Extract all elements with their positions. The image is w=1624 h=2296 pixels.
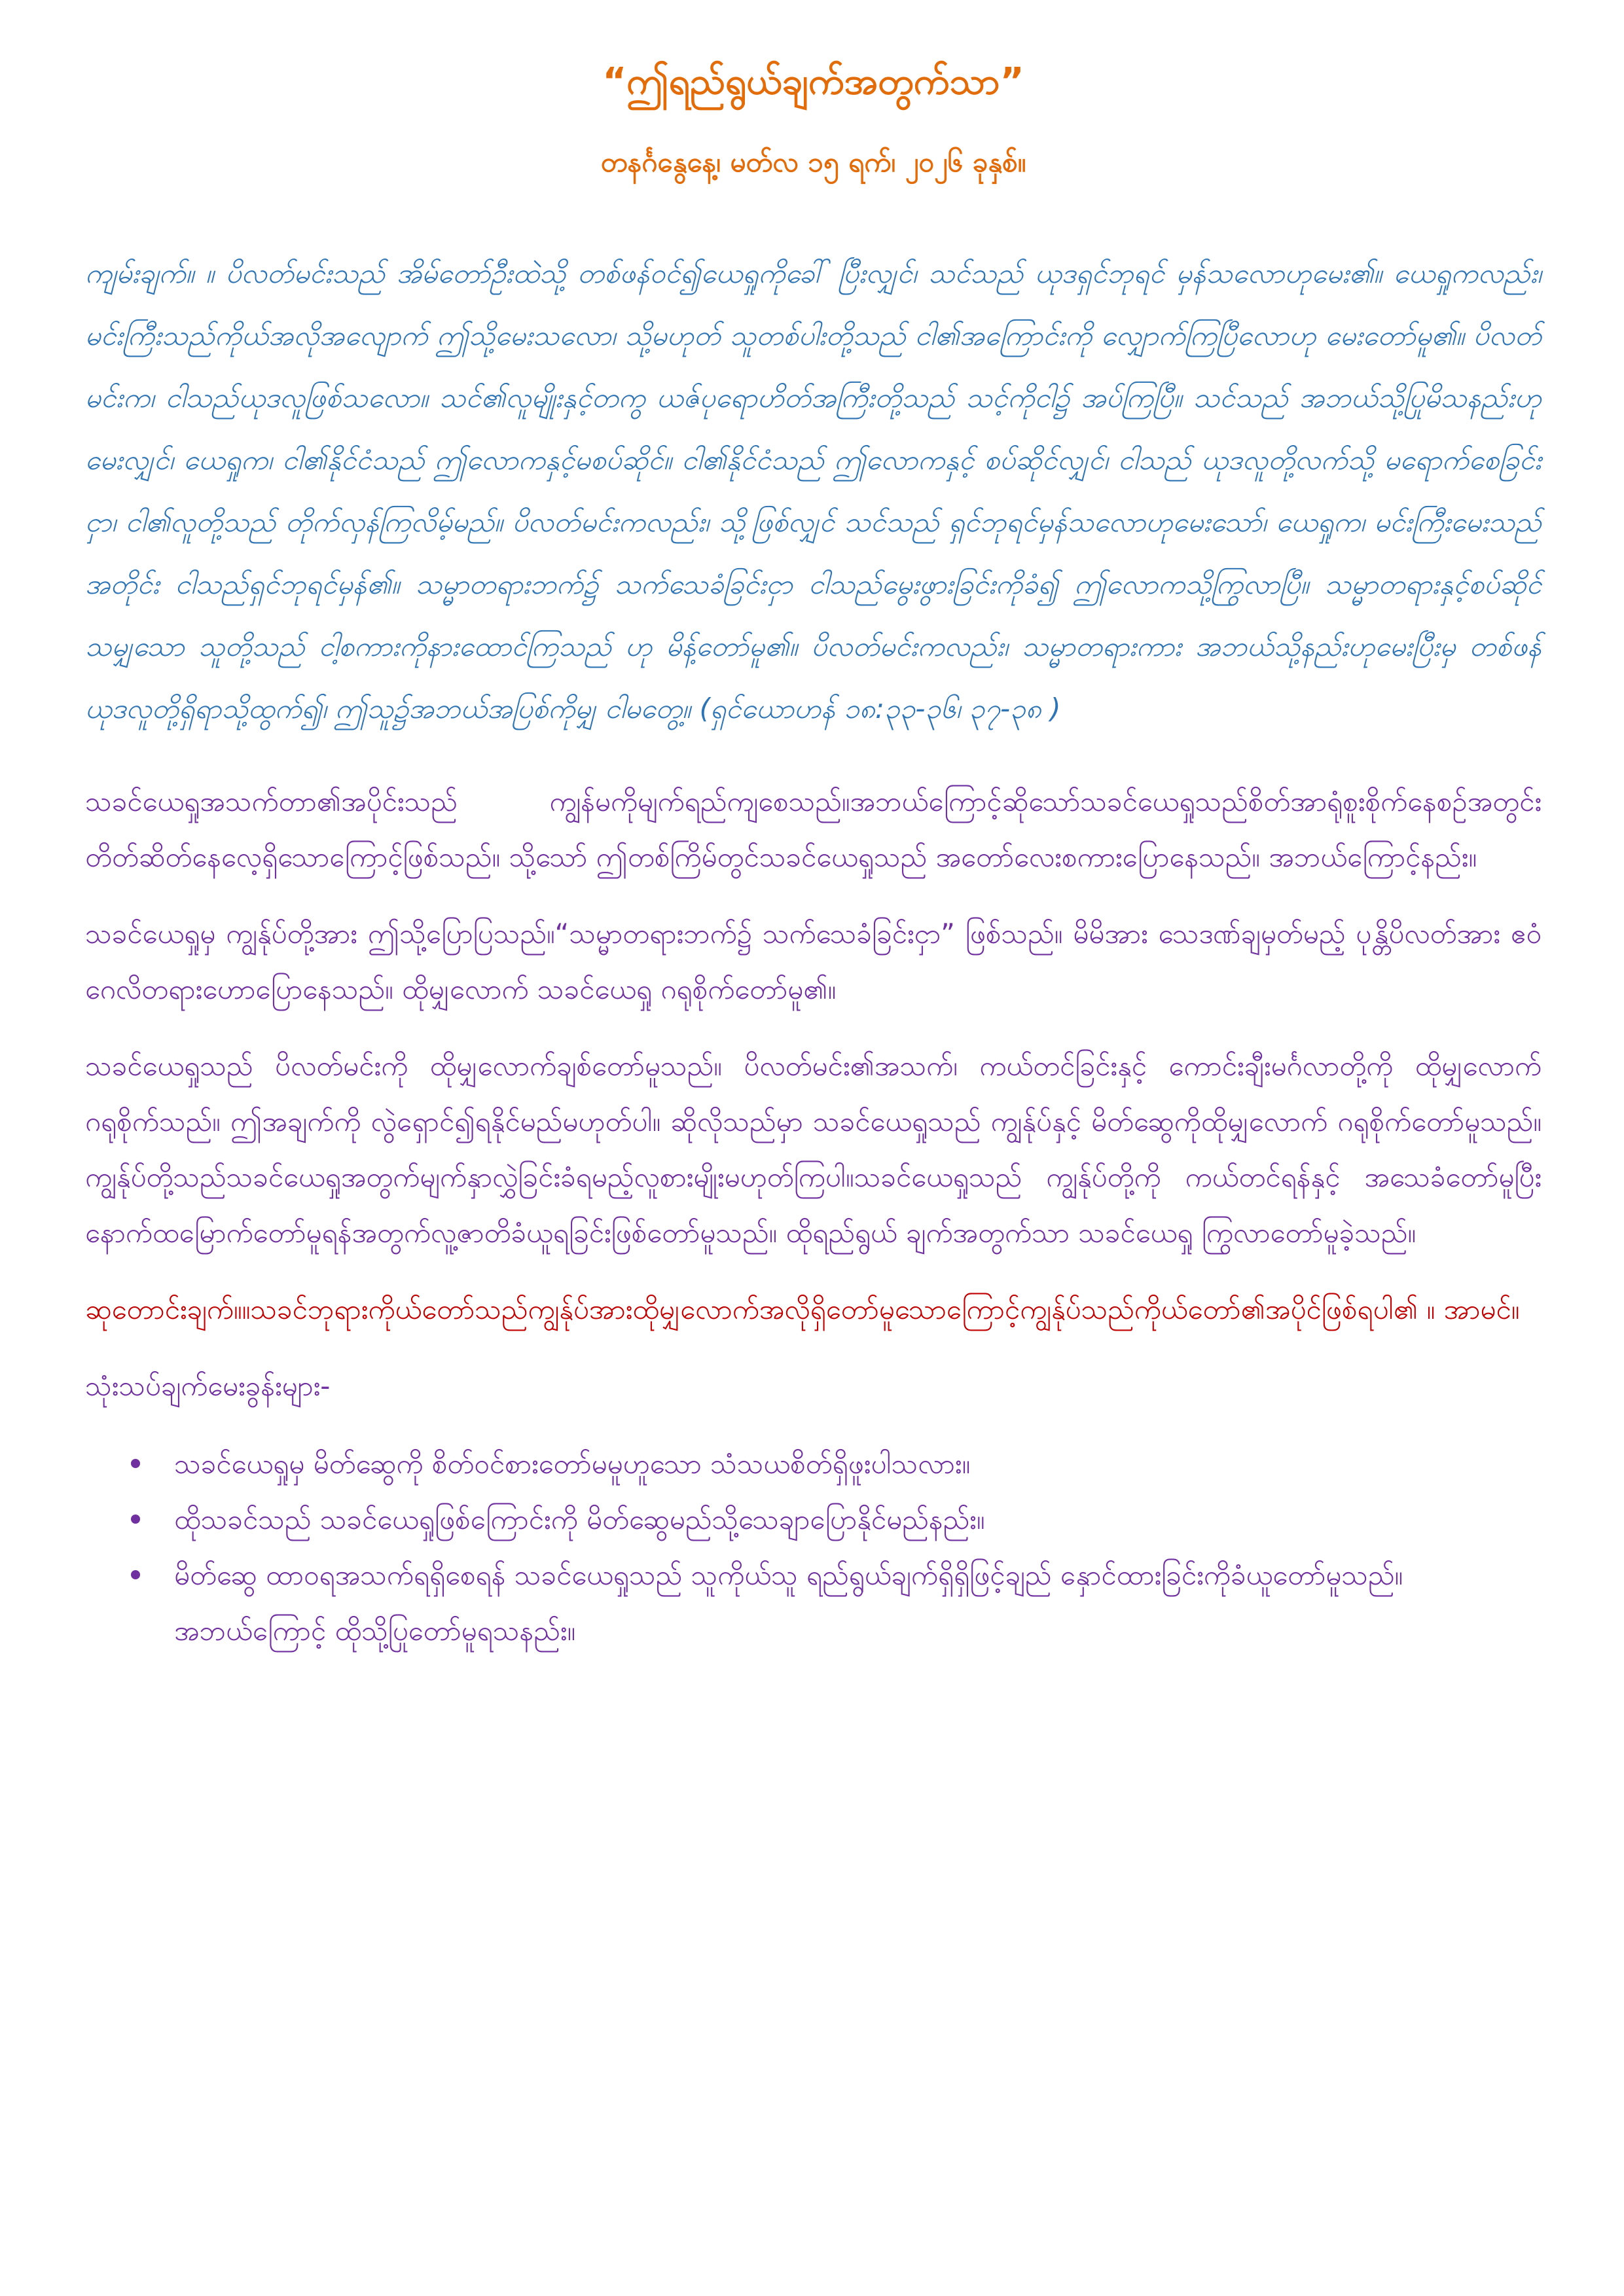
document-title: “ဤရည်ရွယ်ချက်အတွက်သာ” — [602, 60, 1024, 103]
reflection-question-3 — [85, 1547, 1542, 1659]
reflection-question-2 — [85, 1492, 1542, 1547]
reflection-question-text: မိတ်ဆွေ ထာဝရအသက်ရရှိစေရန် သခင်ယေရှုသည် သူကိုယ်သူ ရည်ရွယ်ချက်ရှိရှိဖြင့်ချည် နှောင်ထားခြင်းကိုခံယူတော်မူသည်။ အဘယ်ကြောင့် ထိုသို့ပြုတော်မူရသနည်း။ — [174, 1559, 1403, 1647]
devotional-paragraph-3: သခင်ယေရှုသည် ပိလတ်မင်းကို ထိုမျှလောက်ချစ်တော်မူသည်။ ပိလတ်မင်း၏အသက်၊ ကယ်တင်ခြင်းနှင့် ကောင်းချီးမင်္ဂလာတို့ကို ထိုမျှလောက်ဂရုစိုက်သည်။ ဤအချက်ကို လွဲရှောင်၍ရနိုင်မည်မဟုတ်ပါ။ ဆိုလိုသည်မှာ သခင်ယေရှုသည် ကျွန်ုပ်နှင့် မိတ်ဆွေကိုထိုမျှလောက် ဂရုစိုက်တော်မူသည်။ကျွန်ုပ်တို့သည်သခင်ယေရှုအတွက်မျက်နှာလွှဲခြင်းခံရမည့်လူစားမျိုးမဟုတ်ကြပါ။သခင်ယေရှုသည် ကျွန်ုပ်တို့ကို ကယ်တင်ရန်နှင့် အသေခံတော်မူပြီးနောက်ထမြောက်တော်မူရန်အတွက်လူ့ဇာတိခံယူရခြင်းဖြစ်တော်မူသည်။ ထိုရည်ရွယ် ချက်အတွက်သာ သခင်ယေရှု ကြွလာတော်မူခဲ့သည်။ — [85, 1050, 1542, 1249]
scripture-passage: ကျမ်းချက်။ ။ ပိလတ်မင်းသည် အိမ်တော်ဦးထဲသို့ တစ်ဖန်ဝင်၍ယေရှုကိုခေါ် ပြီးလျှင်၊ သင်သည် ယုဒရှင်ဘုရင် မှန်သလောဟုမေး၏။ ယေရှုကလည်း၊မင်းကြီးသည်ကိုယ်အလိုအလျောက် ဤသို့မေးသလော၊ သို့မဟုတ် သူတစ်ပါးတို့သည် ငါ၏အကြောင်းကို လျှောက်ကြပြီလောဟု မေးတော်မူ၏။ ပိလတ်မင်းက၊ ငါသည်ယုဒလူဖြစ်သလော။ သင်၏လူမျိုးနှင့်တကွ ယဇ်ပုရောဟိတ်အကြီးတို့သည် သင့်ကိုငါ၌ အပ်ကြပြီ။ သင်သည် အဘယ်သို့ပြုမိသနည်းဟု မေးလျှင်၊ ယေရှုက၊ ငါ၏နိုင်ငံသည် ဤလောကနှင့်မစပ်ဆိုင်။ ငါ၏နိုင်ငံသည် ဤလောကနှင့် စပ်ဆိုင်လျှင်၊ ငါသည် ယုဒလူတို့လက်သို့ မရောက်စေခြင်းငှာ၊ ငါ၏လူတို့သည် တိုက်လှန်ကြလိမ့်မည်။ ပိလတ်မင်းကလည်း၊ သို့ဖြစ်လျှင် သင်သည် ရှင်ဘုရင်မှန်သလောဟုမေးသော်၊ ယေရှုက၊ မင်းကြီးမေးသည်အတိုင်း ငါသည်ရှင်ဘုရင်မှန်၏။ သမ္မာတရားဘက်၌ သက်သေခံခြင်းငှာ ငါသည်မွေးဖွားခြင်းကိုခံ၍ ဤလောကသို့ကြွလာပြီ။ သမ္မာတရားနှင့်စပ်ဆိုင်သမျှသော သူတို့သည် ငါ့စကားကိုနားထောင်ကြသည် ဟု မိန့်တော်မူ၏။ ပိလတ်မင်းကလည်း၊ သမ္မာတရားကား အဘယ်သို့နည်းဟုမေးပြီးမှ တစ်ဖန်ယုဒလူတို့ရှိရာသို့ထွက်၍၊ ဤသူ၌အဘယ်အပြစ်ကိုမျှ ငါမတွေ့။ (ရှင်ယောဟန် ၁၈:၃၃-၃၆၊ ၃၇-၃၈ ) — [85, 257, 1542, 725]
document-date: တနင်္ဂနွေနေ့၊ မတ်လ ၁၅ ရက်၊ ၂၀၂၆ ခုနှစ်။ — [600, 146, 1026, 178]
bullet-icon — [131, 1515, 140, 1524]
reflection-question-1 — [85, 1436, 1542, 1492]
bullet-icon — [131, 1570, 140, 1579]
reflection-question-text: သခင်ယေရှုမှ မိတ်ဆွေကို စိတ်ဝင်စားတော်မမူဟူသော သံသယစိတ်ရှိဖူးပါသလား။ — [174, 1448, 971, 1480]
prayer-paragraph: ဆုတောင်းချက်။။သခင်ဘုရားကိုယ်တော်သည်ကျွန်ုပ်အားထိုမျှလောက်အလိုရှိတော်မူသောကြောင့်ကျွန်ုပ်သည်ကိုယ်တော်၏အပိုင်ဖြစ်ရပါ၏ ။ အာမင်။ — [85, 1293, 1520, 1325]
reflection-question-text: ထိုသခင်သည် သခင်ယေရှုဖြစ်ကြောင်းကို မိတ်ဆွေမည်သို့သေချာပြောနိုင်မည်နည်း။ — [174, 1503, 985, 1535]
devotional-paragraph-1: သခင်ယေရှုအသက်တာ၏အပိုင်းသည် ကျွန်မကိုမျက်ရည်ကျစေသည်။အဘယ်ကြောင့်ဆိုသော်သခင်ယေရှုသည်စိတ်အာရုံစူးစိုက်နေစဉ်အတွင်းတိတ်ဆိတ်နေလေ့ရှိသောကြောင့်ဖြစ်သည်။ သို့သော် ဤတစ်ကြိမ်တွင်သခင်ယေရှုသည် အတော်လေးစကားပြောနေသည်။ အဘယ်ကြောင့်နည်း။ — [85, 785, 1542, 873]
bullet-icon — [131, 1459, 140, 1468]
reflection-question-list — [85, 1436, 1542, 1659]
devotional-paragraph-2: သခင်ယေရှုမှ ကျွန်ုပ်တို့အား ဤသို့ပြောပြသည်။“သမ္မာတရားဘက်၌ သက်သေခံခြင်းငှာ” ဖြစ်သည်။ မိမိအား သေဒဏ်ချမှတ်မည့် ပုန္တိပိလတ်အား ဧဝံဂေလိတရားဟောပြောနေသည်။ ထိုမျှလောက် သခင်ယေရှု ဂရုစိုက်တော်မူ၏။ — [85, 918, 1542, 1005]
reflection-heading: သုံးသပ်ချက်မေးခွန်းများ- — [85, 1370, 331, 1402]
